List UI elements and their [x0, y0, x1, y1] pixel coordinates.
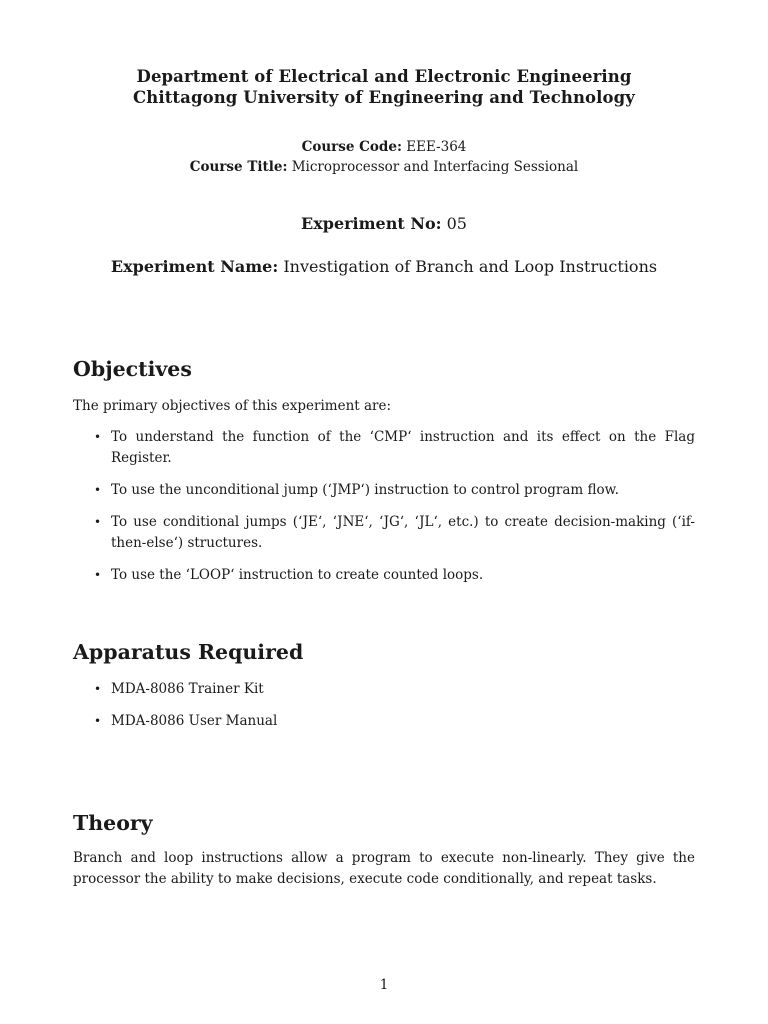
apparatus-heading: Apparatus Required	[73, 640, 304, 664]
course-info	[0, 137, 768, 177]
course-title-line	[0, 157, 768, 177]
course-title-value: Microprocessor and Interfacing Sessional	[291, 159, 579, 175]
list-item	[73, 565, 695, 586]
list-item-text: MDA-8086 User Manual	[111, 713, 278, 729]
list-item-text: To use conditional jumps (‘JE‘, ‘JNE‘, ‘JG‘, ‘JL‘, etc.) to create decision-making (‘if-then-else‘) structures.	[111, 514, 695, 551]
list-item-text: To understand the function of the ‘CMP‘ instruction and its effect on the Flag Register.	[111, 429, 695, 466]
apparatus-list	[73, 679, 695, 732]
bullet-icon: •	[94, 682, 102, 696]
experiment-number-line	[0, 213, 768, 235]
course-code-value: EEE-364	[406, 139, 467, 155]
list-item-text: To use the ‘LOOP‘ instruction to create counted loops.	[111, 567, 484, 583]
course-title-label: Course Title:	[189, 159, 288, 175]
list-item-text: To use the unconditional jump (‘JMP‘) instruction to control program flow.	[111, 482, 619, 498]
list-item	[73, 427, 695, 469]
theory-heading: Theory	[73, 811, 153, 835]
bullet-icon: •	[94, 568, 102, 582]
bullet-icon: •	[94, 714, 102, 728]
list-item-text: MDA-8086 Trainer Kit	[111, 681, 264, 697]
experiment-name-line	[0, 256, 768, 278]
bullet-icon: •	[94, 483, 102, 497]
bullet-icon: •	[94, 430, 102, 444]
list-item	[73, 679, 695, 700]
bullet-icon: •	[94, 515, 102, 529]
list-item	[73, 480, 695, 501]
objectives-heading: Objectives	[73, 357, 192, 381]
document-header	[0, 66, 768, 108]
course-code-label: Course Code:	[301, 139, 402, 155]
university-name: Chittagong University of Engineering and Technology	[133, 88, 635, 107]
experiment-name-label: Experiment Name:	[110, 257, 279, 276]
experiment-name-value: Investigation of Branch and Loop Instructions	[283, 257, 658, 276]
list-item	[73, 711, 695, 732]
objectives-intro: The primary objectives of this experiment are:	[73, 398, 392, 414]
experiment-number-label: Experiment No:	[301, 214, 442, 233]
theory-paragraph: Branch and loop instructions allow a program to execute non-linearly. They give the processor the ability to make decisions, execute code conditionally, and repeat tasks.	[73, 850, 695, 887]
experiment-number-value: 05	[446, 214, 467, 233]
list-item	[73, 512, 695, 554]
department-name: Department of Electrical and Electronic Engineering	[136, 67, 632, 86]
objectives-list	[73, 427, 695, 586]
course-code-line	[0, 137, 768, 157]
page-number: 1	[379, 977, 389, 993]
